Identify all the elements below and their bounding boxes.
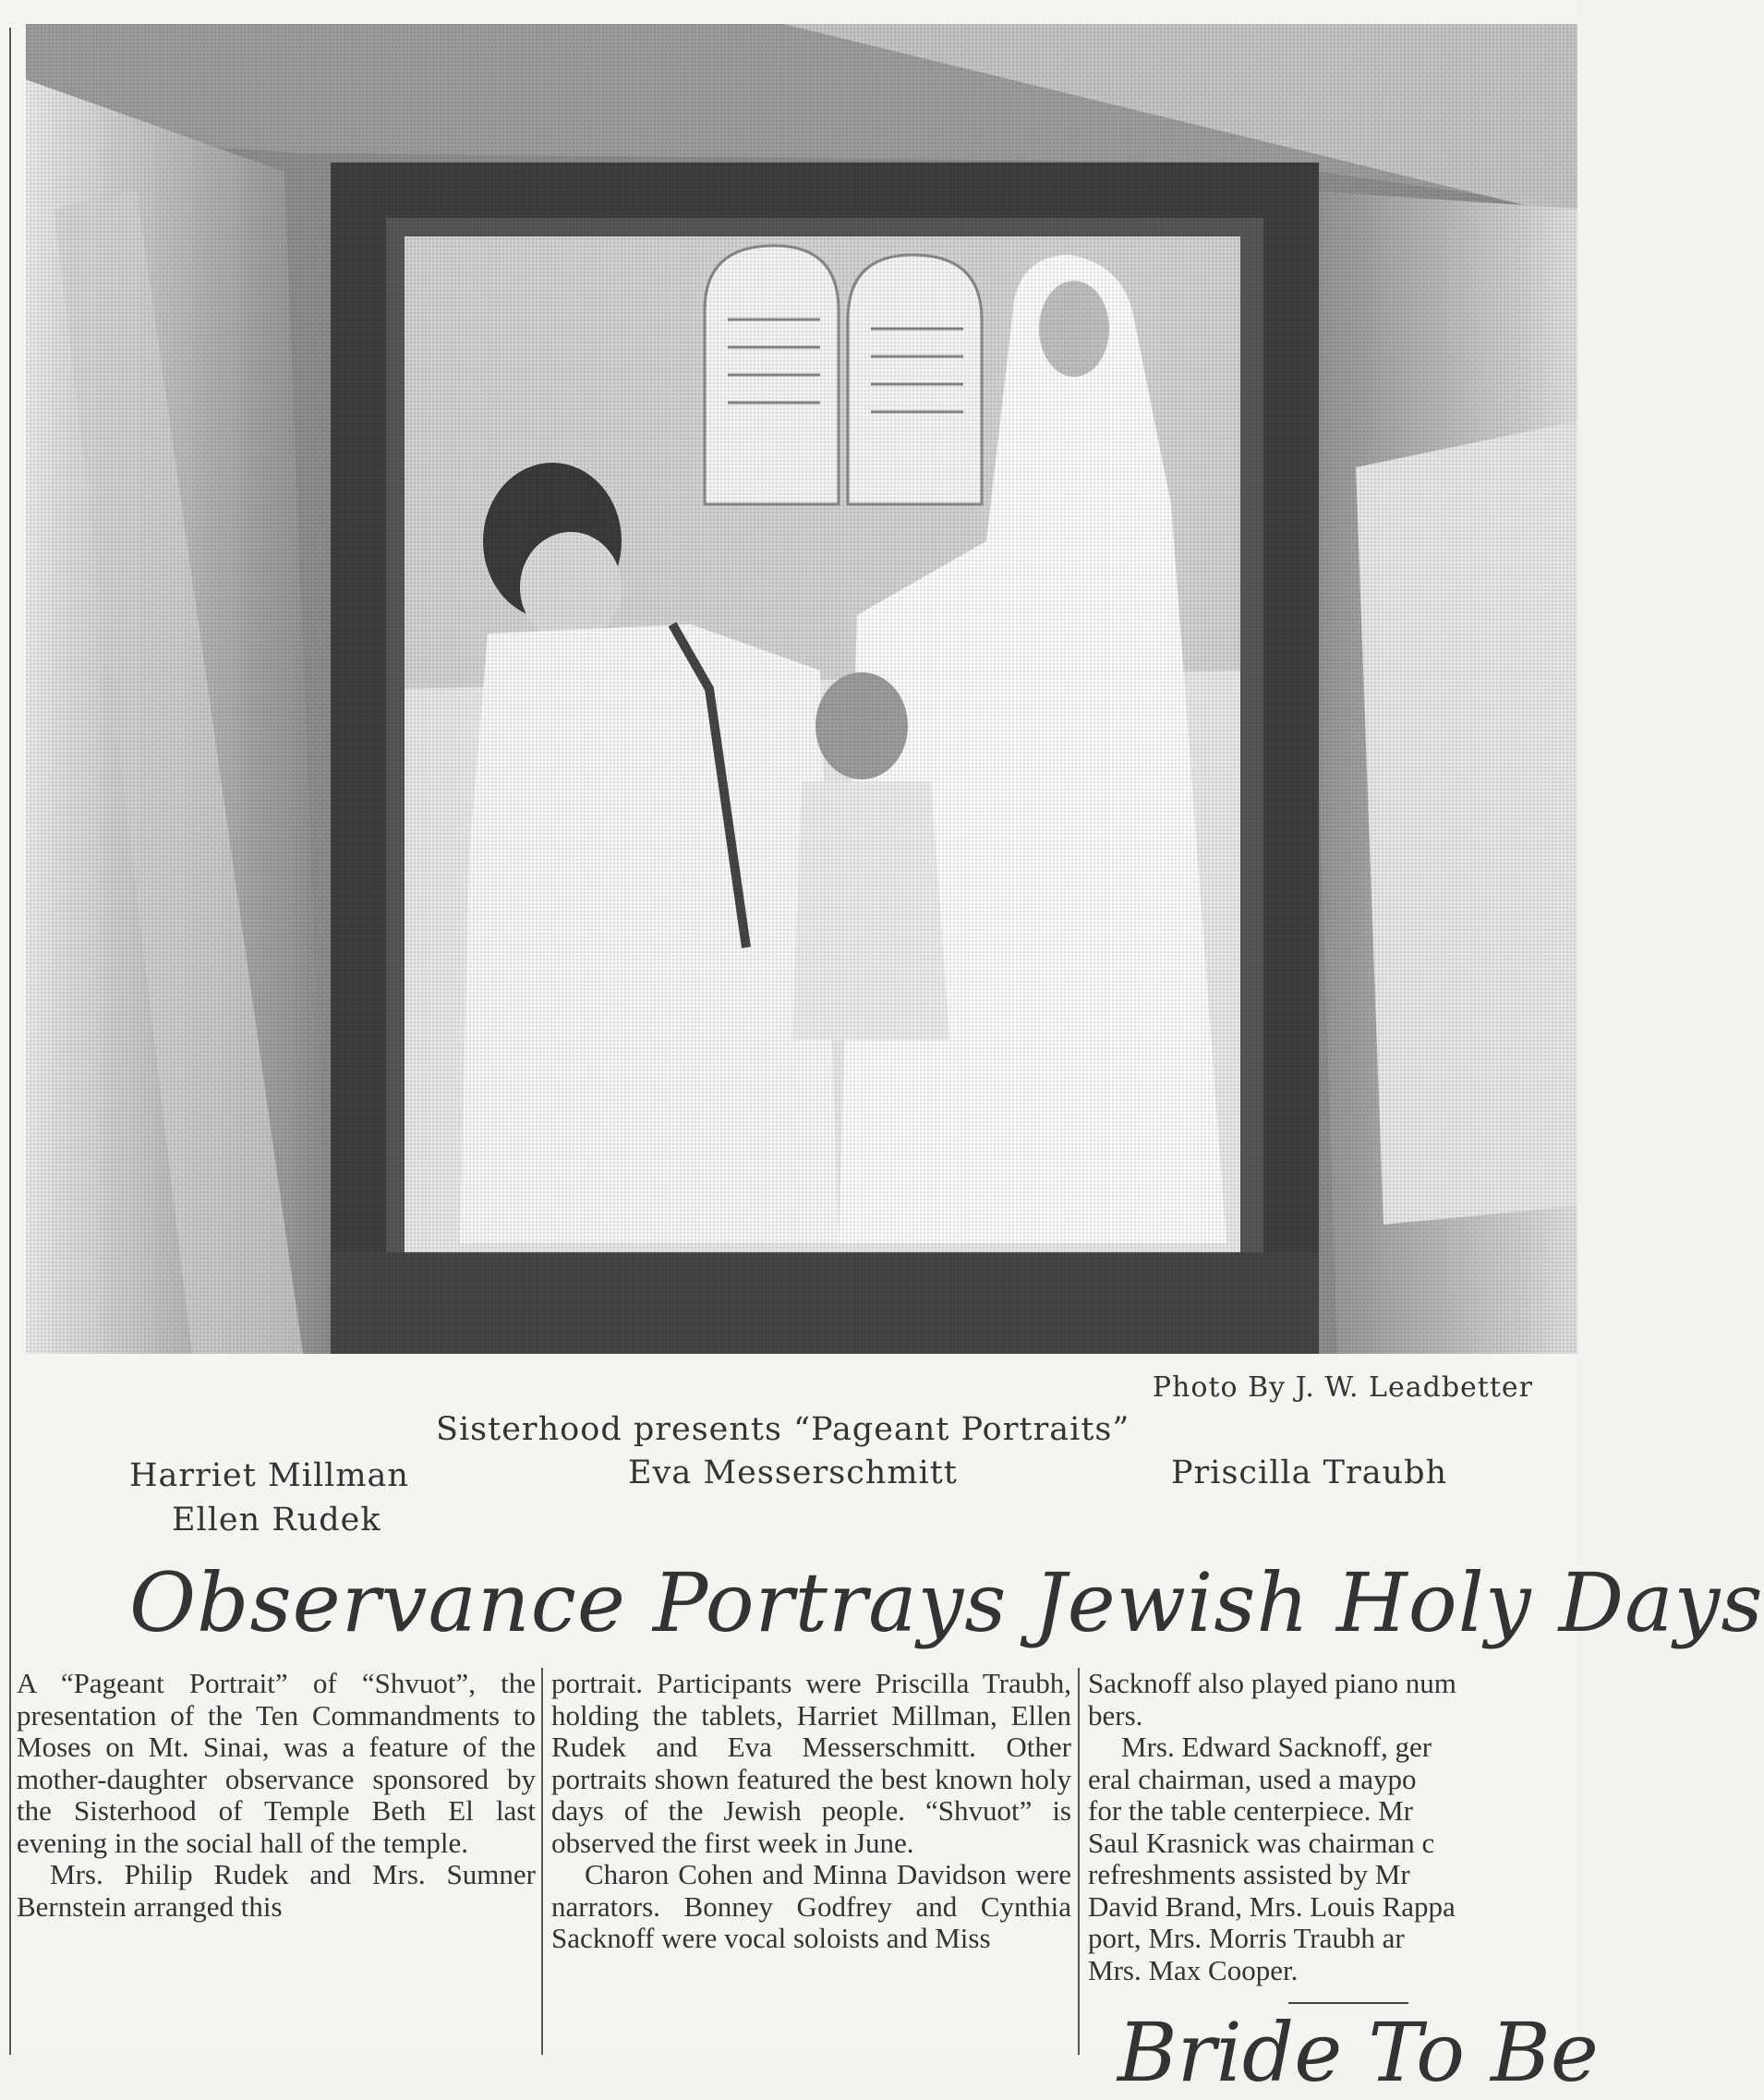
photo-caption-title: Sisterhood presents “Pageant Portraits” xyxy=(436,1411,1130,1448)
article-column-2 xyxy=(551,1668,1071,2055)
article-headline: Observance Portrays Jewish Holy Days xyxy=(129,1555,1764,1650)
text-line: for the table centerpiece. Mr xyxy=(1088,1794,1414,1827)
paragraph: Mrs. Philip Rudek and Mrs. Sumner Bernstein arranged this xyxy=(17,1858,536,1923)
column-rule xyxy=(1078,1668,1080,2055)
paragraph: Charon Cohen and Minna Davidson were narrators. Bonney Godfrey and Cynthia Sacknoff were vocal soloists and Miss xyxy=(551,1858,1071,1954)
photo-credit: Photo By J. W. Leadbetter xyxy=(1152,1371,1533,1404)
paragraph: A “Pageant Portrait” of “Shvuot”, the presentation of the Ten Commandments to Moses on Mt. Sinai, was a feature of the mother-daughter observance sponsored by the Sisterhood of Temple Beth El last evening in the social hall of the temple. xyxy=(17,1667,536,1859)
news-photo xyxy=(26,24,1577,1354)
article-column-1 xyxy=(17,1668,536,2055)
caption-name-ellen: Ellen Rudek xyxy=(172,1502,381,1539)
text-line: refreshments assisted by Mr xyxy=(1088,1858,1410,1890)
photo-illustration xyxy=(26,24,1577,1354)
text-line: Sacknoff also played piano num xyxy=(1088,1667,1456,1699)
text-line: David Brand, Mrs. Louis Rappa xyxy=(1088,1889,1456,1923)
column-rule xyxy=(541,1668,543,2055)
text-line: Mrs. Edward Sacknoff, ger xyxy=(1121,1731,1432,1763)
text-line: Saul Krasnick was chairman c xyxy=(1088,1826,1435,1859)
text-line: eral chairman, used a maypo xyxy=(1088,1762,1417,1795)
caption-name-harriet: Harriet Millman xyxy=(129,1457,409,1494)
text-line: Mrs. Max Cooper. xyxy=(1088,1953,1299,1986)
next-article-headline: Bride To Be xyxy=(1118,2005,1599,2100)
column-rule xyxy=(9,28,11,2055)
paragraph: portrait. Participants were Priscilla Traubh, holding the tablets, Harriet Millman, Ellen Rudek and Eva Messerschmitt. Other portraits shown featured the best known holy days of the Jewish people. “Shvuot” is observed the first week in June. xyxy=(551,1667,1071,1859)
caption-name-priscilla: Priscilla Traubh xyxy=(1171,1454,1448,1491)
section-divider xyxy=(1288,2002,1408,2004)
caption-name-eva: Eva Messerschmitt xyxy=(628,1454,958,1491)
text-line: bers. xyxy=(1088,1698,1143,1732)
article-column-3 xyxy=(1088,1668,1577,2055)
text-line: port, Mrs. Morris Traubh ar xyxy=(1088,1922,1405,1954)
